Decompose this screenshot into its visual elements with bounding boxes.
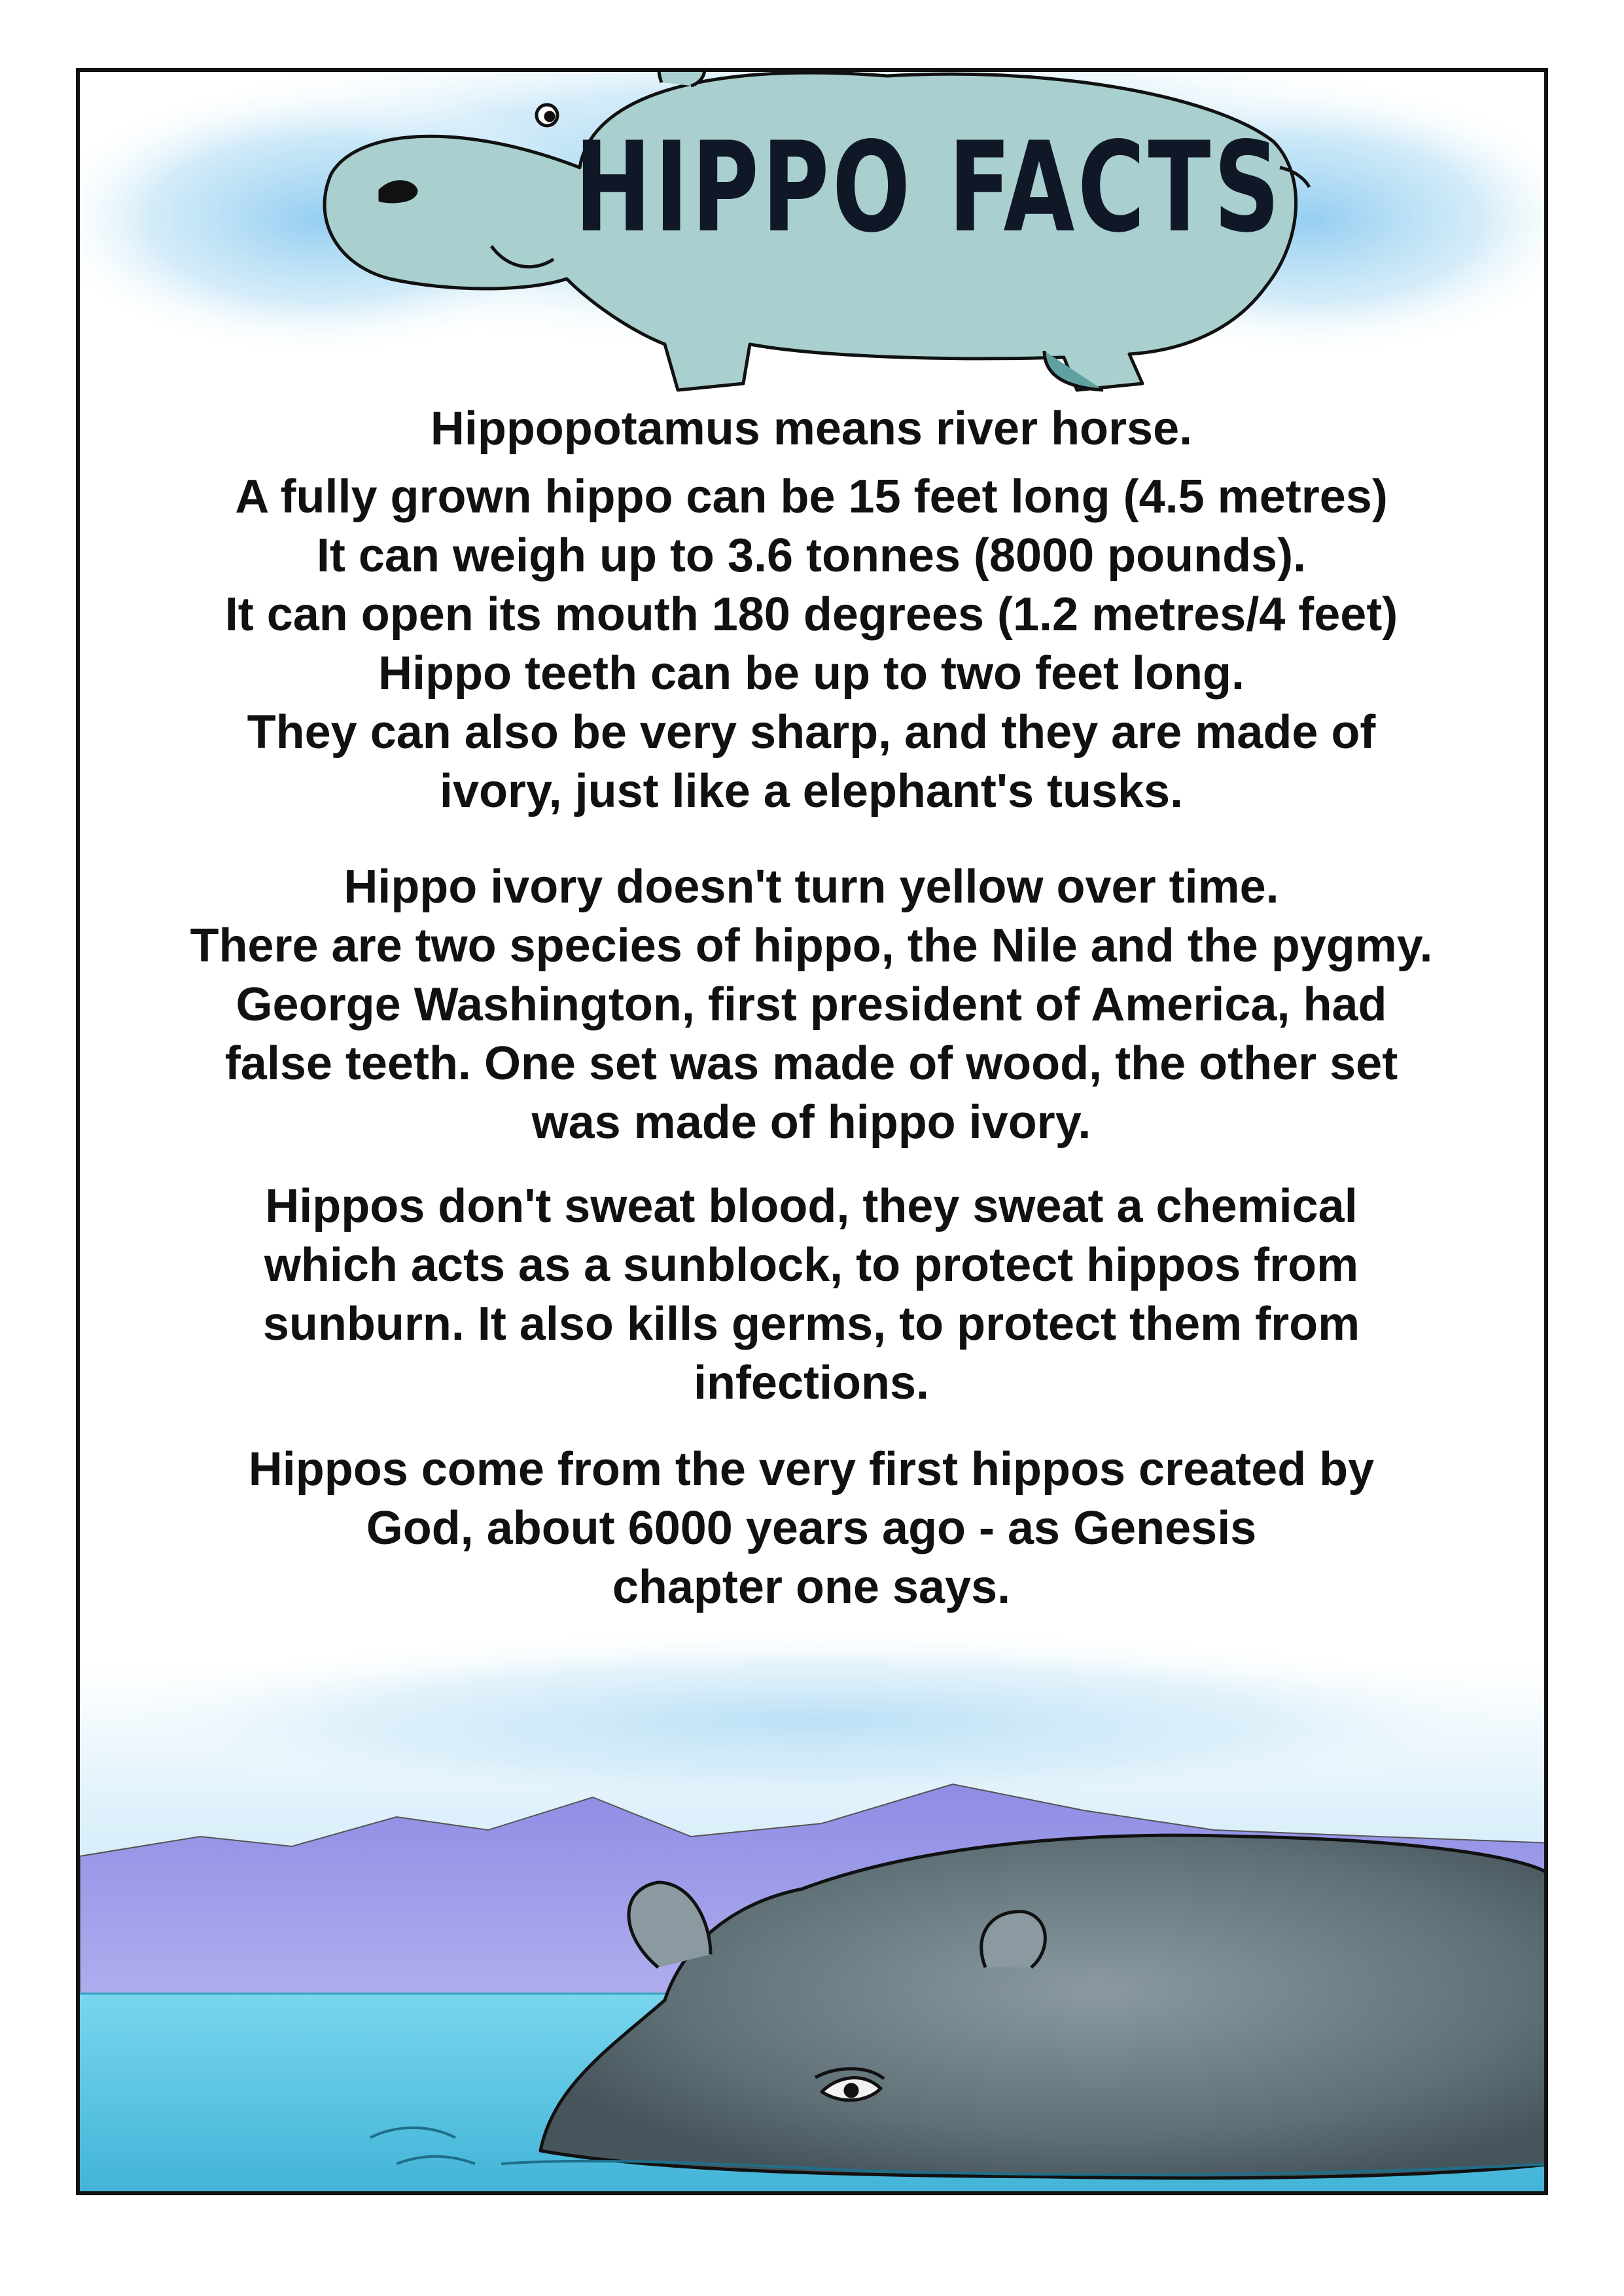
fact-line: sunburn. It also kills germs, to protect them from [262, 1298, 1360, 1350]
fact-line: Hippopotamus means river horse. [430, 403, 1193, 455]
fact-line: false teeth. One set was made of wood, the other set [224, 1037, 1398, 1090]
fact-line: It can weigh up to 3.6 tonnes (8000 pounds). [316, 529, 1307, 582]
fact-line: It can open its mouth 180 degrees (1.2 metres/4 feet) [224, 588, 1398, 641]
fact-line: They can also be very sharp, and they are made of [247, 706, 1376, 759]
sweat-facts [105, 1177, 1518, 1412]
intro-facts [105, 399, 1518, 821]
fact-line: Hippo ivory doesn't turn yellow over time. [344, 861, 1279, 913]
fact-line: chapter one says. [612, 1561, 1011, 1613]
fact-line: Hippos come from the very first hippos created by [248, 1443, 1375, 1496]
ivory-facts [105, 857, 1518, 1152]
fact-line: There are two species of hippo, the Nile and the pygmy. [190, 920, 1433, 972]
fact-line: which acts as a sunblock, to protect hippos from [264, 1239, 1359, 1291]
fact-line: was made of hippo ivory. [531, 1096, 1091, 1149]
fact-line: infections. [693, 1357, 930, 1409]
fact-line: A fully grown hippo can be 15 feet long (4.5 metres) [235, 471, 1388, 523]
fact-line: God, about 6000 years ago - as Genesis [366, 1502, 1257, 1554]
fact-line: ivory, just like a elephant's tusks. [439, 765, 1184, 817]
fact-line: George Washington, first president of America, had [236, 978, 1387, 1031]
fact-line: Hippo teeth can be up to two feet long. [378, 647, 1244, 700]
fact-line: Hippos don't sweat blood, they sweat a chemical [265, 1180, 1358, 1232]
page-title: HIPPO FACTS [574, 115, 1283, 260]
origin-facts [105, 1440, 1518, 1617]
